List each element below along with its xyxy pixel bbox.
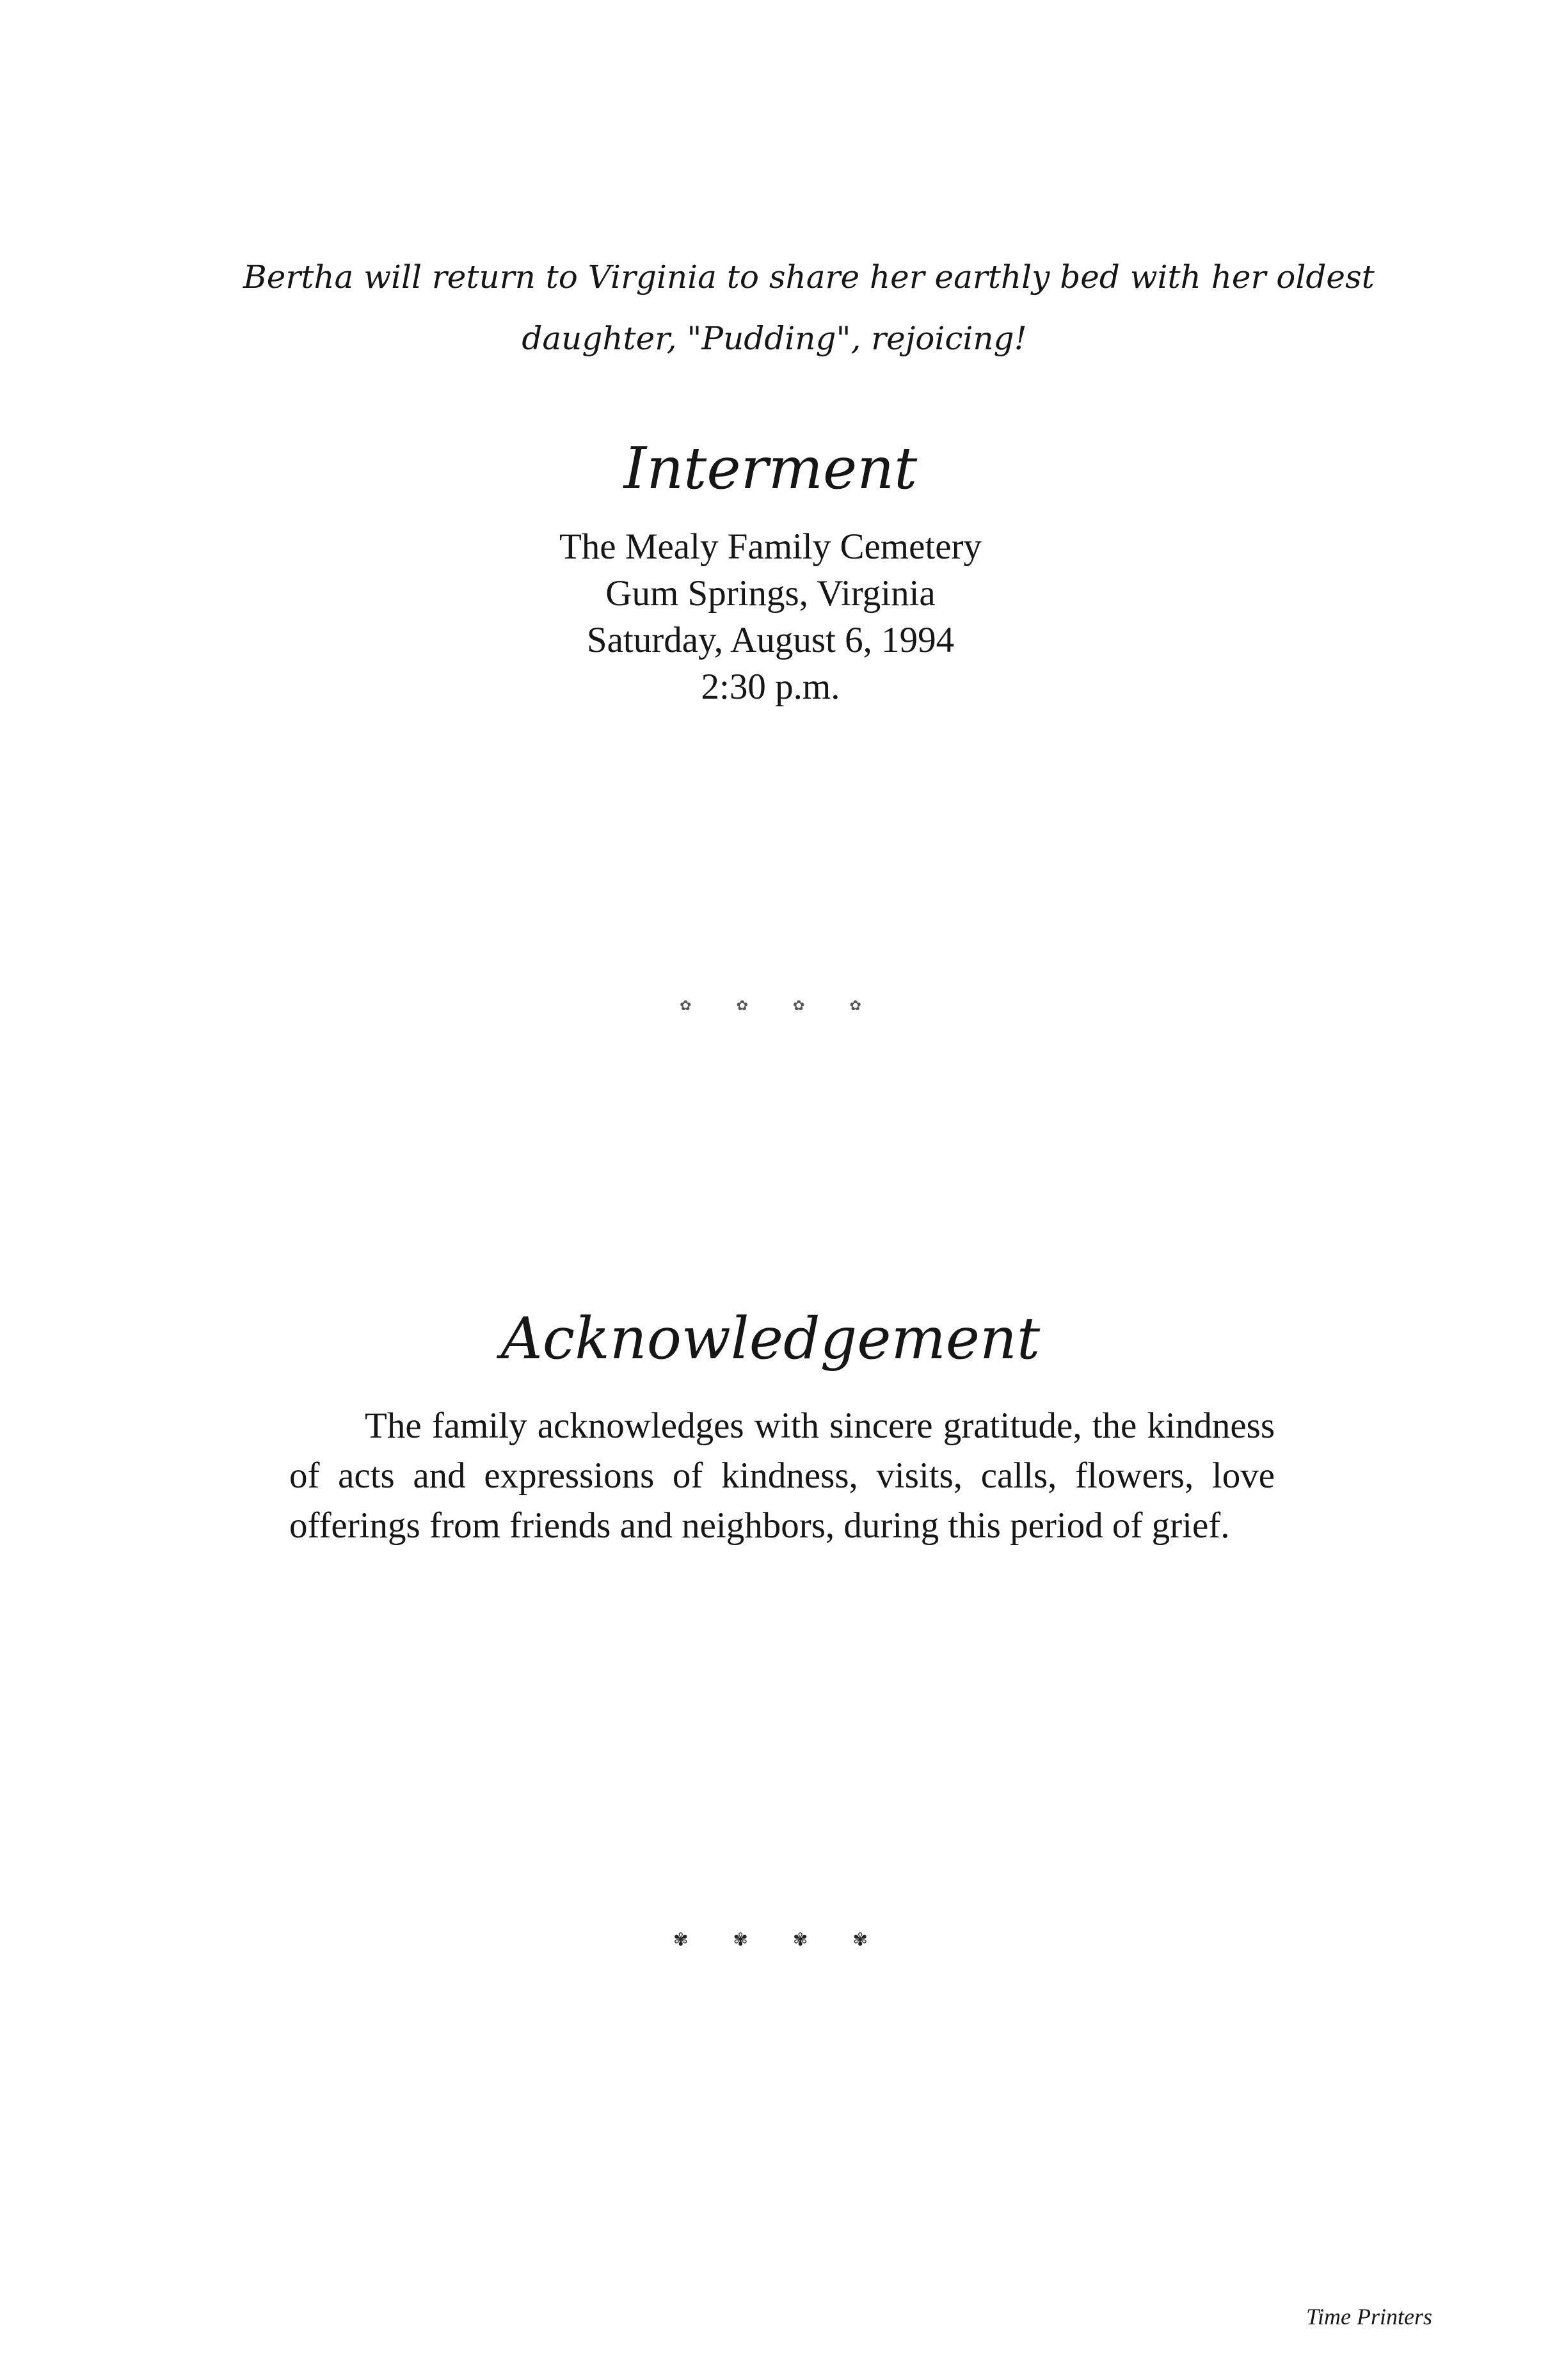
acknowledgement-heading: Acknowledgement xyxy=(500,1305,1041,1372)
flower-ornament-icon: ✾ xyxy=(673,1929,689,1950)
tribute-line-2: daughter, "Pudding", rejoicing! xyxy=(522,320,1027,357)
interment-heading: Interment xyxy=(623,435,918,502)
interment-date: Saturday, August 6, 1994 xyxy=(586,620,955,660)
ornament-divider-bottom xyxy=(0,1929,1541,1950)
ornament-divider-top xyxy=(0,998,1541,1014)
acknowledgement-text: The family acknowledges with sincere gratitude, the kindness of acts and expressions of kindness, visits, calls, flowers, love offerings from friends and neighbors, during this period of grief. xyxy=(289,1406,1275,1546)
flower-ornament-icon: ✾ xyxy=(793,1929,808,1950)
flower-ornament-icon: ✾ xyxy=(733,1929,748,1950)
acknowledgement-body xyxy=(289,1401,1275,1551)
tribute-text xyxy=(243,246,1375,369)
interment-time: 2:30 p.m. xyxy=(701,667,840,707)
tribute-line-1: Bertha will return to Virginia to share her earthly bed with her oldest xyxy=(243,258,1375,296)
flower-ornament-icon: ✿ xyxy=(680,998,692,1014)
interment-details xyxy=(0,523,1541,710)
flower-ornament-icon: ✿ xyxy=(736,998,748,1014)
cemetery-location: Gum Springs, Virginia xyxy=(605,573,936,614)
flower-ornament-icon: ✿ xyxy=(793,998,805,1014)
flower-ornament-icon: ✿ xyxy=(849,998,861,1014)
cemetery-name: The Mealy Family Cemetery xyxy=(559,527,982,567)
flower-ornament-icon: ✾ xyxy=(852,1929,868,1950)
printer-credit: Time Printers xyxy=(1305,2304,1432,2329)
